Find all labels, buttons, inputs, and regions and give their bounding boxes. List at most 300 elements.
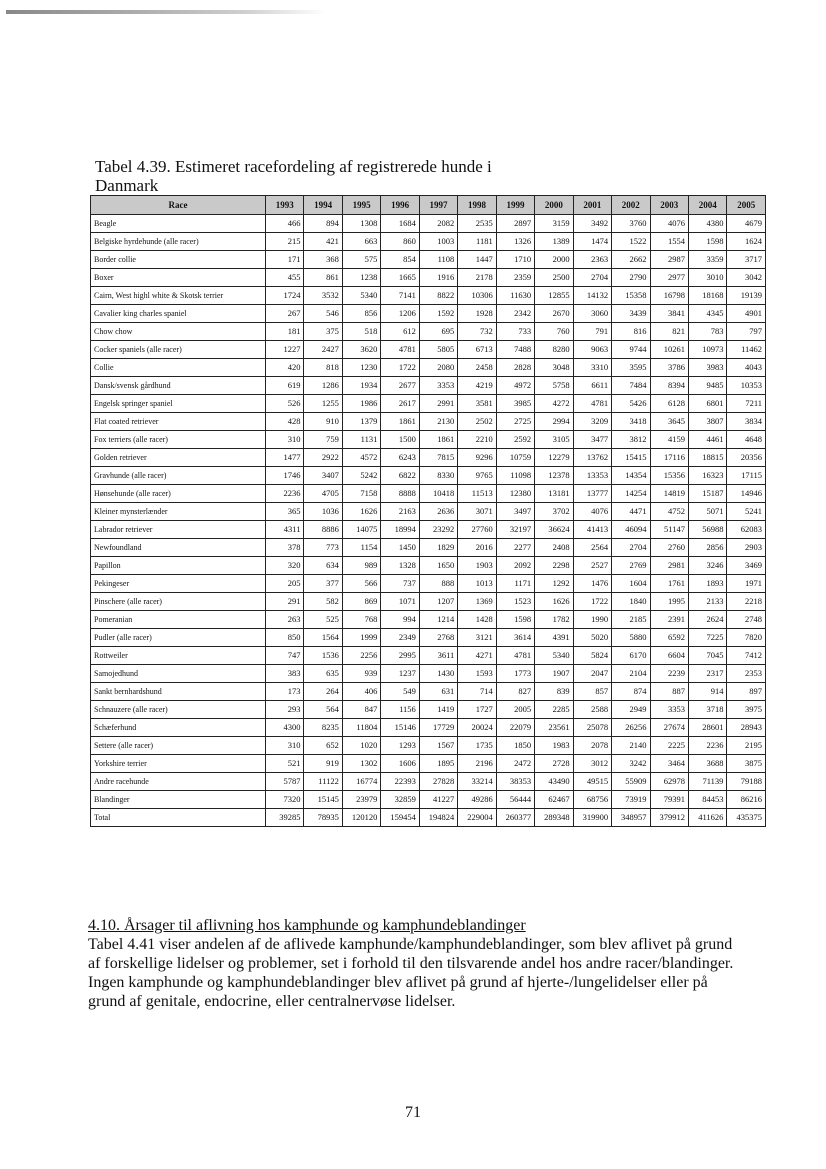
count-cell: 406 — [342, 683, 380, 701]
count-cell: 181 — [266, 323, 304, 341]
count-cell: 1500 — [381, 431, 419, 449]
count-cell: 1598 — [496, 611, 534, 629]
count-cell: 856 — [342, 305, 380, 323]
table-row — [91, 683, 766, 701]
breed-name: Cavalier king charles spaniel — [91, 305, 266, 323]
count-cell: 3359 — [688, 251, 726, 269]
count-cell: 32197 — [496, 521, 534, 539]
count-cell: 10306 — [458, 287, 496, 305]
table-row — [91, 485, 766, 503]
count-cell: 14946 — [727, 485, 766, 503]
count-cell: 8280 — [535, 341, 573, 359]
count-cell: 2704 — [573, 269, 611, 287]
count-cell: 171 — [266, 251, 304, 269]
count-cell: 11804 — [342, 719, 380, 737]
table-caption: Tabel 4.39. Estimeret racefordeling af registrerede hunde i Danmark — [95, 157, 492, 195]
count-cell: 857 — [573, 683, 611, 701]
count-cell: 377 — [304, 575, 342, 593]
count-cell: 783 — [688, 323, 726, 341]
count-cell: 420 — [266, 359, 304, 377]
count-cell: 1286 — [304, 377, 342, 395]
count-cell: 43490 — [535, 773, 573, 791]
count-cell: 51147 — [650, 521, 688, 539]
table-row — [91, 611, 766, 629]
count-cell: 760 — [535, 323, 573, 341]
count-cell: 1727 — [458, 701, 496, 719]
count-cell: 1003 — [419, 233, 457, 251]
count-cell: 27674 — [650, 719, 688, 737]
table-row — [91, 755, 766, 773]
breed-name: Pinschere (alle racer) — [91, 593, 266, 611]
count-cell: 260377 — [496, 809, 534, 827]
count-cell: 1292 — [535, 575, 573, 593]
count-cell: 365 — [266, 503, 304, 521]
count-cell: 747 — [266, 647, 304, 665]
count-cell: 4345 — [688, 305, 726, 323]
count-cell: 13181 — [535, 485, 573, 503]
count-cell: 839 — [535, 683, 573, 701]
header-year: 2001 — [573, 196, 611, 215]
count-cell: 1995 — [650, 593, 688, 611]
count-cell: 1428 — [458, 611, 496, 629]
breed-name: Flat coated retriever — [91, 413, 266, 431]
count-cell: 319900 — [573, 809, 611, 827]
count-cell: 5426 — [612, 395, 650, 413]
table-row — [91, 629, 766, 647]
count-cell: 887 — [650, 683, 688, 701]
table-row — [91, 557, 766, 575]
count-cell: 49515 — [573, 773, 611, 791]
table-row — [91, 287, 766, 305]
count-cell: 7488 — [496, 341, 534, 359]
count-cell: 3875 — [727, 755, 766, 773]
count-cell: 4219 — [458, 377, 496, 395]
count-cell: 6801 — [688, 395, 726, 413]
count-cell: 768 — [342, 611, 380, 629]
count-cell: 10261 — [650, 341, 688, 359]
count-cell: 2163 — [381, 503, 419, 521]
count-cell: 173 — [266, 683, 304, 701]
count-cell: 5340 — [535, 647, 573, 665]
count-cell: 4972 — [496, 377, 534, 395]
count-cell: 994 — [381, 611, 419, 629]
table-row — [91, 701, 766, 719]
count-cell: 194824 — [419, 809, 457, 827]
count-cell: 6604 — [650, 647, 688, 665]
count-cell: 2277 — [496, 539, 534, 557]
count-cell: 4471 — [612, 503, 650, 521]
count-cell: 1308 — [342, 215, 380, 233]
count-cell: 821 — [650, 323, 688, 341]
breed-name: Dansk/svensk gårdhund — [91, 377, 266, 395]
count-cell: 10759 — [496, 449, 534, 467]
count-cell: 2981 — [650, 557, 688, 575]
count-cell: 379912 — [650, 809, 688, 827]
count-cell: 383 — [266, 665, 304, 683]
count-cell: 2995 — [381, 647, 419, 665]
count-cell: 5020 — [573, 629, 611, 647]
count-cell: 1665 — [381, 269, 419, 287]
count-cell: 10418 — [419, 485, 457, 503]
count-cell: 733 — [496, 323, 534, 341]
count-cell: 2285 — [535, 701, 573, 719]
count-cell: 13353 — [573, 467, 611, 485]
count-cell: 2092 — [496, 557, 534, 575]
table-row — [91, 539, 766, 557]
count-cell: 1230 — [342, 359, 380, 377]
count-cell: 914 — [688, 683, 726, 701]
table-row — [91, 773, 766, 791]
count-cell: 1536 — [304, 647, 342, 665]
count-cell: 1598 — [688, 233, 726, 251]
count-cell: 3841 — [650, 305, 688, 323]
count-cell: 6713 — [458, 341, 496, 359]
count-cell: 869 — [342, 593, 380, 611]
count-cell: 264 — [304, 683, 342, 701]
breed-name: Pomeranian — [91, 611, 266, 629]
count-cell: 15146 — [381, 719, 419, 737]
count-cell: 732 — [458, 323, 496, 341]
count-cell: 41227 — [419, 791, 457, 809]
count-cell: 2298 — [535, 557, 573, 575]
count-cell: 25078 — [573, 719, 611, 737]
count-cell: 2178 — [458, 269, 496, 287]
count-cell: 2005 — [496, 701, 534, 719]
table-row — [91, 449, 766, 467]
count-cell: 2016 — [458, 539, 496, 557]
count-cell: 4705 — [304, 485, 342, 503]
count-cell: 10973 — [688, 341, 726, 359]
count-cell: 1450 — [381, 539, 419, 557]
count-cell: 3121 — [458, 629, 496, 647]
count-cell: 652 — [304, 737, 342, 755]
count-cell: 7141 — [381, 287, 419, 305]
table-body — [91, 215, 766, 827]
count-cell: 1916 — [419, 269, 457, 287]
count-cell: 6170 — [612, 647, 650, 665]
count-cell: 1013 — [458, 575, 496, 593]
count-cell: 1773 — [496, 665, 534, 683]
count-cell: 17115 — [727, 467, 766, 485]
count-cell: 5758 — [535, 377, 573, 395]
count-cell: 1990 — [573, 611, 611, 629]
count-cell: 13777 — [573, 485, 611, 503]
count-cell: 84453 — [688, 791, 726, 809]
count-cell: 1293 — [381, 737, 419, 755]
table-row — [91, 431, 766, 449]
body-paragraph: Tabel 4.41 viser andelen af de aflivede kamphunde/kamphundeblandinger, som blev aflivet på grund af forskellige lidelser og problemer, set i forhold til den tilsvarende andel hos andre racer/blandinger. Ingen kamphunde og kamphundeblandinger blev aflivet på grund af hjerte-/lungelidelser eller på grund af genitale, endocrine, eller centralnervøse lidelser. — [88, 936, 734, 1010]
page-number: 71 — [405, 1104, 421, 1121]
count-cell: 3012 — [573, 755, 611, 773]
breed-name: Schæferhund — [91, 719, 266, 737]
count-cell: 3807 — [688, 413, 726, 431]
count-cell: 2256 — [342, 647, 380, 665]
count-cell: 1999 — [342, 629, 380, 647]
count-cell: 847 — [342, 701, 380, 719]
count-cell: 989 — [342, 557, 380, 575]
count-cell: 2769 — [612, 557, 650, 575]
count-cell: 12855 — [535, 287, 573, 305]
breed-name: Border collie — [91, 251, 266, 269]
count-cell: 518 — [342, 323, 380, 341]
count-cell: 16774 — [342, 773, 380, 791]
count-cell: 55909 — [612, 773, 650, 791]
count-cell: 6128 — [650, 395, 688, 413]
count-cell: 2104 — [612, 665, 650, 683]
count-cell: 1626 — [535, 593, 573, 611]
count-cell: 23979 — [342, 791, 380, 809]
header-year: 2003 — [650, 196, 688, 215]
count-cell: 62978 — [650, 773, 688, 791]
count-cell: 4572 — [342, 449, 380, 467]
count-cell: 2408 — [535, 539, 573, 557]
count-cell: 5241 — [727, 503, 766, 521]
count-cell: 2500 — [535, 269, 573, 287]
breed-name: Beagle — [91, 215, 266, 233]
count-cell: 4679 — [727, 215, 766, 233]
count-cell: 3407 — [304, 467, 342, 485]
count-cell: 1302 — [342, 755, 380, 773]
table-row — [91, 503, 766, 521]
count-cell: 1476 — [573, 575, 611, 593]
count-cell: 23561 — [535, 719, 573, 737]
count-cell: 4380 — [688, 215, 726, 233]
count-cell: 3418 — [612, 413, 650, 431]
count-cell: 2677 — [381, 377, 419, 395]
count-cell: 1722 — [381, 359, 419, 377]
count-cell: 229004 — [458, 809, 496, 827]
count-cell: 3353 — [419, 377, 457, 395]
count-cell: 2000 — [535, 251, 573, 269]
table-row — [91, 395, 766, 413]
breed-name: Andre racehunde — [91, 773, 266, 791]
header-year: 1997 — [419, 196, 457, 215]
table-row — [91, 791, 766, 809]
count-cell: 797 — [727, 323, 766, 341]
count-cell: 4311 — [266, 521, 304, 539]
count-cell: 3983 — [688, 359, 726, 377]
count-cell: 619 — [266, 377, 304, 395]
table-row — [91, 719, 766, 737]
count-cell: 14075 — [342, 521, 380, 539]
count-cell: 1206 — [381, 305, 419, 323]
count-cell: 7225 — [688, 629, 726, 647]
breed-distribution-table — [90, 195, 766, 827]
count-cell: 582 — [304, 593, 342, 611]
count-cell: 3310 — [573, 359, 611, 377]
count-cell: 1522 — [612, 233, 650, 251]
count-cell: 38353 — [496, 773, 534, 791]
count-cell: 56444 — [496, 791, 534, 809]
count-cell: 293 — [266, 701, 304, 719]
count-cell: 2363 — [573, 251, 611, 269]
count-cell: 15145 — [304, 791, 342, 809]
count-cell: 3246 — [688, 557, 726, 575]
count-cell: 1154 — [342, 539, 380, 557]
count-cell: 1983 — [535, 737, 573, 755]
count-cell: 3718 — [688, 701, 726, 719]
count-cell: 1430 — [419, 665, 457, 683]
count-cell: 3060 — [573, 305, 611, 323]
count-cell: 4781 — [381, 341, 419, 359]
count-cell: 919 — [304, 755, 342, 773]
count-cell: 2527 — [573, 557, 611, 575]
table-row — [91, 593, 766, 611]
table-row — [91, 413, 766, 431]
breed-name: Chow chow — [91, 323, 266, 341]
count-cell: 2670 — [535, 305, 573, 323]
count-cell: 521 — [266, 755, 304, 773]
count-cell: 2790 — [612, 269, 650, 287]
count-cell: 2592 — [496, 431, 534, 449]
count-cell: 3353 — [650, 701, 688, 719]
count-cell: 1650 — [419, 557, 457, 575]
breed-name: Newfoundland — [91, 539, 266, 557]
count-cell: 1735 — [458, 737, 496, 755]
count-cell: 291 — [266, 593, 304, 611]
count-cell: 11122 — [304, 773, 342, 791]
count-cell: 2218 — [727, 593, 766, 611]
breed-name: Belgiske hyrdehunde (alle racer) — [91, 233, 266, 251]
count-cell: 2704 — [612, 539, 650, 557]
count-cell: 2353 — [727, 665, 766, 683]
breed-name: Kleiner mynsterlænder — [91, 503, 266, 521]
count-cell: 3760 — [612, 215, 650, 233]
count-cell: 14254 — [612, 485, 650, 503]
breed-name: Pudler (alle racer) — [91, 629, 266, 647]
count-cell: 564 — [304, 701, 342, 719]
count-cell: 1593 — [458, 665, 496, 683]
header-year: 2000 — [535, 196, 573, 215]
count-cell: 874 — [612, 683, 650, 701]
count-cell: 1907 — [535, 665, 573, 683]
count-cell: 26256 — [612, 719, 650, 737]
count-cell: 2977 — [650, 269, 688, 287]
count-cell: 2210 — [458, 431, 496, 449]
count-cell: 12378 — [535, 467, 573, 485]
count-cell: 2502 — [458, 413, 496, 431]
count-cell: 2922 — [304, 449, 342, 467]
count-cell: 3497 — [496, 503, 534, 521]
count-cell: 612 — [381, 323, 419, 341]
table-row — [91, 665, 766, 683]
count-cell: 1829 — [419, 539, 457, 557]
count-cell: 1523 — [496, 593, 534, 611]
count-cell: 525 — [304, 611, 342, 629]
count-cell: 2903 — [727, 539, 766, 557]
count-cell: 2856 — [688, 539, 726, 557]
count-cell: 3492 — [573, 215, 611, 233]
count-cell: 27828 — [419, 773, 457, 791]
count-cell: 14354 — [612, 467, 650, 485]
count-cell: 5805 — [419, 341, 457, 359]
count-cell: 1903 — [458, 557, 496, 575]
count-cell: 15358 — [612, 287, 650, 305]
count-cell: 2897 — [496, 215, 534, 233]
count-cell: 2564 — [573, 539, 611, 557]
count-cell: 7211 — [727, 395, 766, 413]
count-cell: 4752 — [650, 503, 688, 521]
count-cell: 1861 — [381, 413, 419, 431]
header-year: 1996 — [381, 196, 419, 215]
count-cell: 4648 — [727, 431, 766, 449]
count-cell: 6611 — [573, 377, 611, 395]
count-cell: 1684 — [381, 215, 419, 233]
count-cell: 4076 — [573, 503, 611, 521]
count-cell: 2391 — [650, 611, 688, 629]
count-cell: 773 — [304, 539, 342, 557]
count-cell: 8394 — [650, 377, 688, 395]
breed-name: Yorkshire terrier — [91, 755, 266, 773]
breed-name: Blandinger — [91, 791, 266, 809]
count-cell: 2349 — [381, 629, 419, 647]
header-year: 2005 — [727, 196, 766, 215]
count-cell: 9485 — [688, 377, 726, 395]
count-cell: 791 — [573, 323, 611, 341]
count-cell: 3620 — [342, 341, 380, 359]
count-cell: 2239 — [650, 665, 688, 683]
count-cell: 3071 — [458, 503, 496, 521]
count-cell: 1227 — [266, 341, 304, 359]
count-cell: 3702 — [535, 503, 573, 521]
count-cell: 1255 — [304, 395, 342, 413]
count-cell: 1238 — [342, 269, 380, 287]
count-cell: 1893 — [688, 575, 726, 593]
breed-name: Samojedhund — [91, 665, 266, 683]
breed-name: Collie — [91, 359, 266, 377]
breed-name: Engelsk springer spaniel — [91, 395, 266, 413]
count-cell: 2748 — [727, 611, 766, 629]
table-header-row — [91, 196, 766, 215]
table-row — [91, 647, 766, 665]
count-cell: 11462 — [727, 341, 766, 359]
count-cell: 78935 — [304, 809, 342, 827]
count-cell: 3611 — [419, 647, 457, 665]
count-cell: 2130 — [419, 413, 457, 431]
count-cell: 3595 — [612, 359, 650, 377]
count-cell: 1419 — [419, 701, 457, 719]
count-cell: 1567 — [419, 737, 457, 755]
count-cell: 3985 — [496, 395, 534, 413]
count-cell: 1624 — [727, 233, 766, 251]
count-cell: 3645 — [650, 413, 688, 431]
count-cell: 7815 — [419, 449, 457, 467]
count-cell: 1710 — [496, 251, 534, 269]
count-cell: 860 — [381, 233, 419, 251]
count-cell: 4781 — [496, 647, 534, 665]
header-race: Race — [91, 196, 266, 215]
count-cell: 1474 — [573, 233, 611, 251]
count-cell: 3786 — [650, 359, 688, 377]
count-cell: 1108 — [419, 251, 457, 269]
count-cell: 4076 — [650, 215, 688, 233]
count-cell: 18994 — [381, 521, 419, 539]
count-cell: 79188 — [727, 773, 766, 791]
count-cell: 2317 — [688, 665, 726, 683]
count-cell: 3532 — [304, 287, 342, 305]
count-cell: 289348 — [535, 809, 573, 827]
count-cell: 2427 — [304, 341, 342, 359]
count-cell: 1131 — [342, 431, 380, 449]
count-cell: 378 — [266, 539, 304, 557]
breed-name: Rottweiler — [91, 647, 266, 665]
count-cell: 2949 — [612, 701, 650, 719]
table-row — [91, 233, 766, 251]
count-cell: 939 — [342, 665, 380, 683]
count-cell: 897 — [727, 683, 766, 701]
breed-name: Cairn, West highl white & Skotsk terrier — [91, 287, 266, 305]
count-cell: 2133 — [688, 593, 726, 611]
